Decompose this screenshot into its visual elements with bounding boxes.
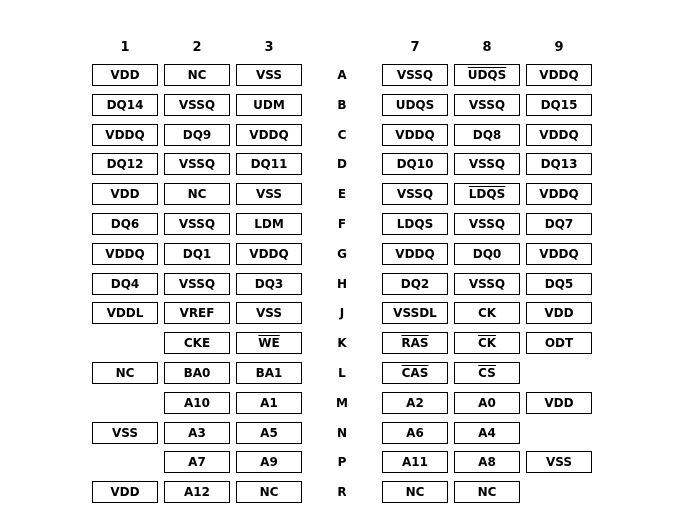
ball-H9: DQ5 xyxy=(526,273,592,295)
row-label-H: H xyxy=(336,277,348,291)
ball-G7: VDDQ xyxy=(382,243,448,265)
ball-N3: A5 xyxy=(236,422,302,444)
ball-A3: VSS xyxy=(236,64,302,86)
ball-G9: VDDQ xyxy=(526,243,592,265)
ball-A8: UDQS xyxy=(454,64,520,86)
ball-M8: A0 xyxy=(454,392,520,414)
row-label-J: J xyxy=(339,306,345,320)
row-label-M: M xyxy=(336,396,348,410)
ball-C2: DQ9 xyxy=(164,124,230,146)
ball-G1: VDDQ xyxy=(92,243,158,265)
ball-E3: VSS xyxy=(236,183,302,205)
ball-N1: VSS xyxy=(92,422,158,444)
ball-A2: NC xyxy=(164,64,230,86)
ball-G2: DQ1 xyxy=(164,243,230,265)
ball-M3: A1 xyxy=(236,392,302,414)
ball-L1: NC xyxy=(92,362,158,384)
ball-N8: A4 xyxy=(454,422,520,444)
ball-G3: VDDQ xyxy=(236,243,302,265)
ball-R8: NC xyxy=(454,481,520,503)
ball-C1: VDDQ xyxy=(92,124,158,146)
column-header-1: 1 xyxy=(120,40,130,55)
ball-E7: VSSQ xyxy=(382,183,448,205)
ball-D3: DQ11 xyxy=(236,153,302,175)
ball-B1: DQ14 xyxy=(92,94,158,116)
ball-B7: UDQS xyxy=(382,94,448,116)
ball-R3: NC xyxy=(236,481,302,503)
ball-D9: DQ13 xyxy=(526,153,592,175)
ball-K3: $\overline{WE}$ xyxy=(236,332,302,354)
ball-L2: BA0 xyxy=(164,362,230,384)
ball-A1: VDD xyxy=(92,64,158,86)
ball-H1: DQ4 xyxy=(92,273,158,295)
row-label-L: L xyxy=(338,366,346,380)
column-header-8: 8 xyxy=(482,40,492,55)
ball-F9: DQ7 xyxy=(526,213,592,235)
ball-L8: $\overline{CS}$ xyxy=(454,362,520,384)
ball-F1: DQ6 xyxy=(92,213,158,235)
ball-P2: A7 xyxy=(164,451,230,473)
ball-F2: VSSQ xyxy=(164,213,230,235)
ball-C3: VDDQ xyxy=(236,124,302,146)
ball-J7: VSSDL xyxy=(382,302,448,324)
ball-F8: VSSQ xyxy=(454,213,520,235)
ball-J2: VREF xyxy=(164,302,230,324)
ball-D1: DQ12 xyxy=(92,153,158,175)
column-header-3: 3 xyxy=(264,40,274,55)
ball-R1: VDD xyxy=(92,481,158,503)
ball-K7: $\overline{RAS}$ xyxy=(382,332,448,354)
ball-K8: $\overline{CK}$ xyxy=(454,332,520,354)
row-label-E: E xyxy=(337,187,347,201)
ball-L3: BA1 xyxy=(236,362,302,384)
ball-N2: A3 xyxy=(164,422,230,444)
column-header-9: 9 xyxy=(554,40,564,55)
ball-A9: VDDQ xyxy=(526,64,592,86)
ball-G8: DQ0 xyxy=(454,243,520,265)
ball-P7: A11 xyxy=(382,451,448,473)
row-label-K: K xyxy=(337,336,347,350)
row-label-A: A xyxy=(337,68,347,82)
ball-J3: VSS xyxy=(236,302,302,324)
column-header-2: 2 xyxy=(192,40,202,55)
row-label-N: N xyxy=(336,426,348,440)
ball-M9: VDD xyxy=(526,392,592,414)
ball-M7: A2 xyxy=(382,392,448,414)
ball-B2: VSSQ xyxy=(164,94,230,116)
column-header-7: 7 xyxy=(410,40,420,55)
ball-H7: DQ2 xyxy=(382,273,448,295)
row-label-R: R xyxy=(337,485,347,499)
ball-C8: DQ8 xyxy=(454,124,520,146)
ball-C9: VDDQ xyxy=(526,124,592,146)
ball-E1: VDD xyxy=(92,183,158,205)
ball-B3: UDM xyxy=(236,94,302,116)
ball-P8: A8 xyxy=(454,451,520,473)
ball-N7: A6 xyxy=(382,422,448,444)
row-label-C: C xyxy=(337,128,347,142)
ball-D7: DQ10 xyxy=(382,153,448,175)
ball-R2: A12 xyxy=(164,481,230,503)
ball-C7: VDDQ xyxy=(382,124,448,146)
ball-B9: DQ15 xyxy=(526,94,592,116)
ball-P9: VSS xyxy=(526,451,592,473)
ball-E2: NC xyxy=(164,183,230,205)
ball-H3: DQ3 xyxy=(236,273,302,295)
ball-K9: ODT xyxy=(526,332,592,354)
ball-E9: VDDQ xyxy=(526,183,592,205)
ball-J1: VDDL xyxy=(92,302,158,324)
ball-H8: VSSQ xyxy=(454,273,520,295)
ball-A7: VSSQ xyxy=(382,64,448,86)
row-label-D: D xyxy=(337,157,347,171)
ball-H2: VSSQ xyxy=(164,273,230,295)
ball-B8: VSSQ xyxy=(454,94,520,116)
ball-J8: CK xyxy=(454,302,520,324)
row-label-F: F xyxy=(337,217,347,231)
ball-R7: NC xyxy=(382,481,448,503)
ball-L7: $\overline{CAS}$ xyxy=(382,362,448,384)
ball-J9: VDD xyxy=(526,302,592,324)
ball-P3: A9 xyxy=(236,451,302,473)
ball-E8: LDQS xyxy=(454,183,520,205)
row-label-B: B xyxy=(337,98,347,112)
ball-D8: VSSQ xyxy=(454,153,520,175)
ball-F3: LDM xyxy=(236,213,302,235)
row-label-G: G xyxy=(337,247,347,261)
ball-D2: VSSQ xyxy=(164,153,230,175)
ball-M2: A10 xyxy=(164,392,230,414)
ball-K2: CKE xyxy=(164,332,230,354)
ball-F7: LDQS xyxy=(382,213,448,235)
row-label-P: P xyxy=(337,455,347,469)
